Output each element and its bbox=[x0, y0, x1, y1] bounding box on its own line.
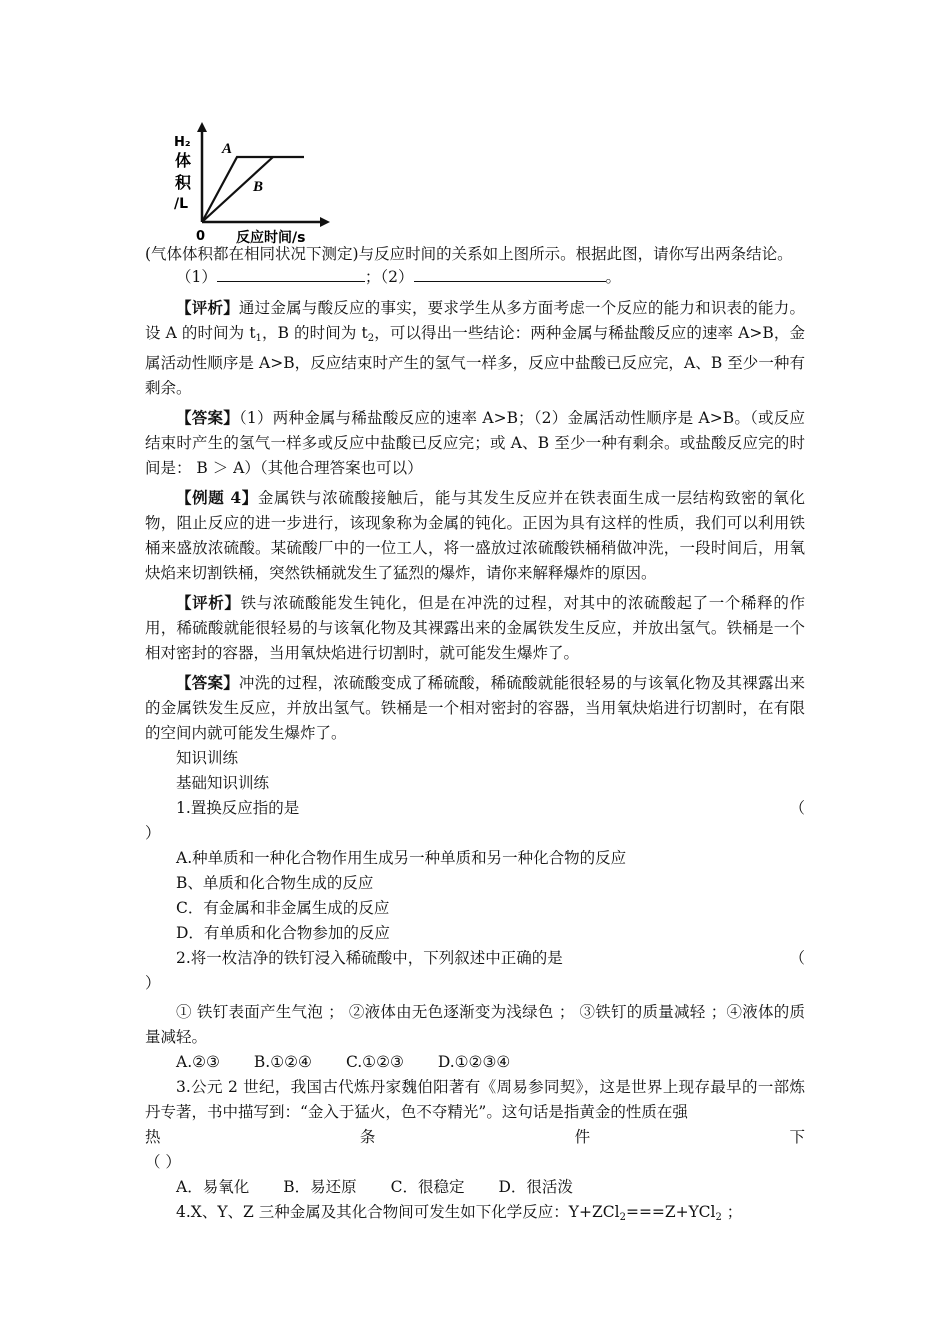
q1-stem-row bbox=[145, 796, 805, 821]
analysis-2-head: 【评析】 bbox=[176, 593, 241, 612]
analysis-1-text-b: ，B 的时间为 t bbox=[261, 324, 368, 342]
answer-2-text: 冲洗的过程，浓硫酸变成了稀硫酸，稀硫酸就能很轻易的与该氧化物及其裸露出来的金属铁发生反应，并放出氢气。铁桶是一个相对密封的容器，当用氧炔焰进行切割时，在有限的空间内就可能发生爆炸了。 bbox=[145, 674, 805, 742]
analysis-1-sub1: 1 bbox=[255, 333, 262, 344]
q2-option-d: D.①②③④ bbox=[437, 1053, 511, 1071]
q2-option-a: A.②③ bbox=[176, 1053, 220, 1071]
answer-1-head: 【答案】 bbox=[176, 408, 239, 427]
q1-option-b: B、单质和化合物生成的反应 bbox=[176, 874, 374, 892]
conclusion-blanks bbox=[145, 265, 805, 288]
q3-spread-4: 下 bbox=[789, 1128, 805, 1146]
answer-2-head: 【答案】 bbox=[176, 673, 239, 692]
blank-end: 。 bbox=[605, 268, 622, 286]
origin-label: 0 bbox=[196, 229, 206, 244]
q3-spread-3: 件 bbox=[574, 1128, 591, 1146]
main-body bbox=[145, 295, 805, 1230]
q2-options bbox=[145, 1050, 805, 1075]
y-label-2: 体 bbox=[175, 151, 192, 170]
q3-stem: 3.公元 2 世纪，我国古代炼丹家魏伯阳著有《周易参同契》，这是世界上现存最早的一部炼丹专著，书中描写到：“金入于猛火，色不夺精光”。这句话是指黄金的性质在强 bbox=[145, 1078, 805, 1121]
q3-option-c: C．很稳定 bbox=[390, 1178, 465, 1196]
x-axis-arrow bbox=[320, 217, 330, 227]
answer-1 bbox=[145, 405, 805, 481]
q4-stem-text: 4.X、Y、Z 三种金属及其化合物间可发生如下化学反应： bbox=[176, 1203, 569, 1221]
example-4 bbox=[145, 485, 805, 586]
y-label-4: /L bbox=[174, 196, 189, 212]
y-label-3: 积 bbox=[175, 173, 192, 192]
q1-option-c: C．有金属和非金属生成的反应 bbox=[176, 899, 390, 917]
q4-eq-sub1: 2 bbox=[619, 1212, 626, 1223]
section-subtitle: 基础知识训练 bbox=[176, 774, 270, 792]
q3-spread-2: 条 bbox=[359, 1128, 376, 1146]
q1-paren-open: （ bbox=[789, 799, 805, 817]
blank-2[interactable] bbox=[414, 265, 606, 282]
analysis-1-sub2: 2 bbox=[367, 333, 375, 344]
analysis-1 bbox=[145, 295, 805, 401]
q3-spread bbox=[145, 1125, 805, 1150]
line-b-label: B bbox=[253, 179, 264, 195]
example-4-head: 【例题 4】 bbox=[176, 488, 258, 507]
q1-paren-close: ） bbox=[145, 824, 161, 842]
analysis-2-text: 铁与浓硫酸能发生钝化，但是在冲洗的过程，对其中的浓硫酸起了一个稀释的作用，稀硫酸就能很轻易的与该氧化物及其裸露出来的金属铁发生反应，并放出氢气。铁桶是一个相对密封的容器，当用氧炔焰进行切割时，就可能发生爆炸了。 bbox=[145, 594, 805, 662]
q1-stem: 1.置换反应指的是 bbox=[176, 799, 300, 817]
blank-1[interactable] bbox=[217, 265, 365, 282]
h2-volume-time-graph bbox=[140, 122, 340, 247]
y-label-1: H₂ bbox=[174, 135, 191, 150]
section-title: 知识训练 bbox=[176, 749, 239, 767]
analysis-1-head: 【评析】 bbox=[176, 298, 239, 317]
q3-options bbox=[145, 1175, 805, 1200]
answer-1-text: （1）两种金属与稀盐酸反应的速率 A>B；（2）金属活动性顺序是 A>B。（或反应结束时产生的氢气一样多或反应中盐酸已反应完；或 A、B 至少一种有剩余。或盐酸反应完的时间是： B ＞ A）（其他合理答案也可以） bbox=[145, 409, 805, 477]
graph-svg bbox=[140, 122, 340, 247]
q2-option-b: B.①②④ bbox=[253, 1053, 312, 1071]
q3-option-d: D．很活泼 bbox=[498, 1178, 573, 1196]
q2-stem: 2.将一枚洁净的铁钉浸入稀硫酸中，下列叙述中正确的是 bbox=[176, 949, 563, 967]
q3-option-b: B．易还原 bbox=[283, 1178, 357, 1196]
q4-eq-b: ===Z+YCl bbox=[625, 1203, 716, 1221]
caption: (气体体积都在相同状况下测定)与反应时间的关系如上图所示。根据此图，请你写出两条结论。 bbox=[145, 245, 793, 263]
analysis-2 bbox=[145, 590, 805, 666]
analysis-1-text-c: ，可以得出一些结论：两种金属与稀盐酸反应的速率 A>B，金属活动性顺序是 A>B，反应结束时产生的氢气一样多，反应中盐酸已反应完，A、B 至少一种有剩余。 bbox=[145, 324, 805, 397]
blank-2-label: ；（2） bbox=[364, 268, 414, 286]
blank-1-label: （1） bbox=[176, 268, 217, 286]
q1-option-d: D．有单质和化合物参加的反应 bbox=[176, 924, 390, 942]
q2-stem-row bbox=[145, 946, 805, 971]
q2-paren-open: （ bbox=[789, 949, 805, 967]
q4-stem bbox=[145, 1200, 805, 1230]
q4-eq-end: ； bbox=[721, 1203, 743, 1221]
example-4-text: 金属铁与浓硫酸接触后，能与其发生反应并在铁表面生成一层结构致密的氧化物，阻止反应的进一步进行，该现象称为金属的钝化。正因为具有这样的性质，我们可以利用铁桶来盛放浓硫酸。某硫酸厂中的一位工人，将一盛放过浓硫酸铁桶稍做冲洗，一段时间后，用氧炔焰来切割铁桶，突然铁桶就发生了猛烈的爆炸，请你来解释爆炸的原因。 bbox=[145, 489, 805, 582]
q4-eq-a: Y+ZCl bbox=[568, 1203, 620, 1221]
analysis-1-text-a: 通过金属与酸反应的事实，要求学生从多方面考虑一个反应的能力和识表的能力。设 A 的时间为 t bbox=[145, 299, 805, 342]
q2-option-c: C.①②③ bbox=[345, 1053, 404, 1071]
line-a-label: A bbox=[222, 141, 233, 157]
q3-option-a: A．易氧化 bbox=[176, 1178, 250, 1196]
x-axis-label: 反应时间/s bbox=[236, 230, 306, 246]
intro-block bbox=[145, 243, 805, 288]
q3-paren: （ ） bbox=[145, 1153, 181, 1171]
q4-eq-sub2: 2 bbox=[715, 1212, 722, 1223]
q3-spread-1: 热 bbox=[145, 1128, 161, 1146]
q2-statements: ① 铁钉表面产生气泡 ； ②液体由无色逐渐变为浅绿色 ； ③铁钉的质量减轻 ；④液体的质量减轻。 bbox=[145, 1003, 805, 1046]
q2-paren-close: ） bbox=[145, 974, 161, 992]
q1-option-a: A.种单质和一种化合物作用生成另一种单质和另一种化合物的反应 bbox=[176, 849, 627, 867]
y-axis-arrow bbox=[197, 122, 207, 132]
answer-2 bbox=[145, 670, 805, 746]
